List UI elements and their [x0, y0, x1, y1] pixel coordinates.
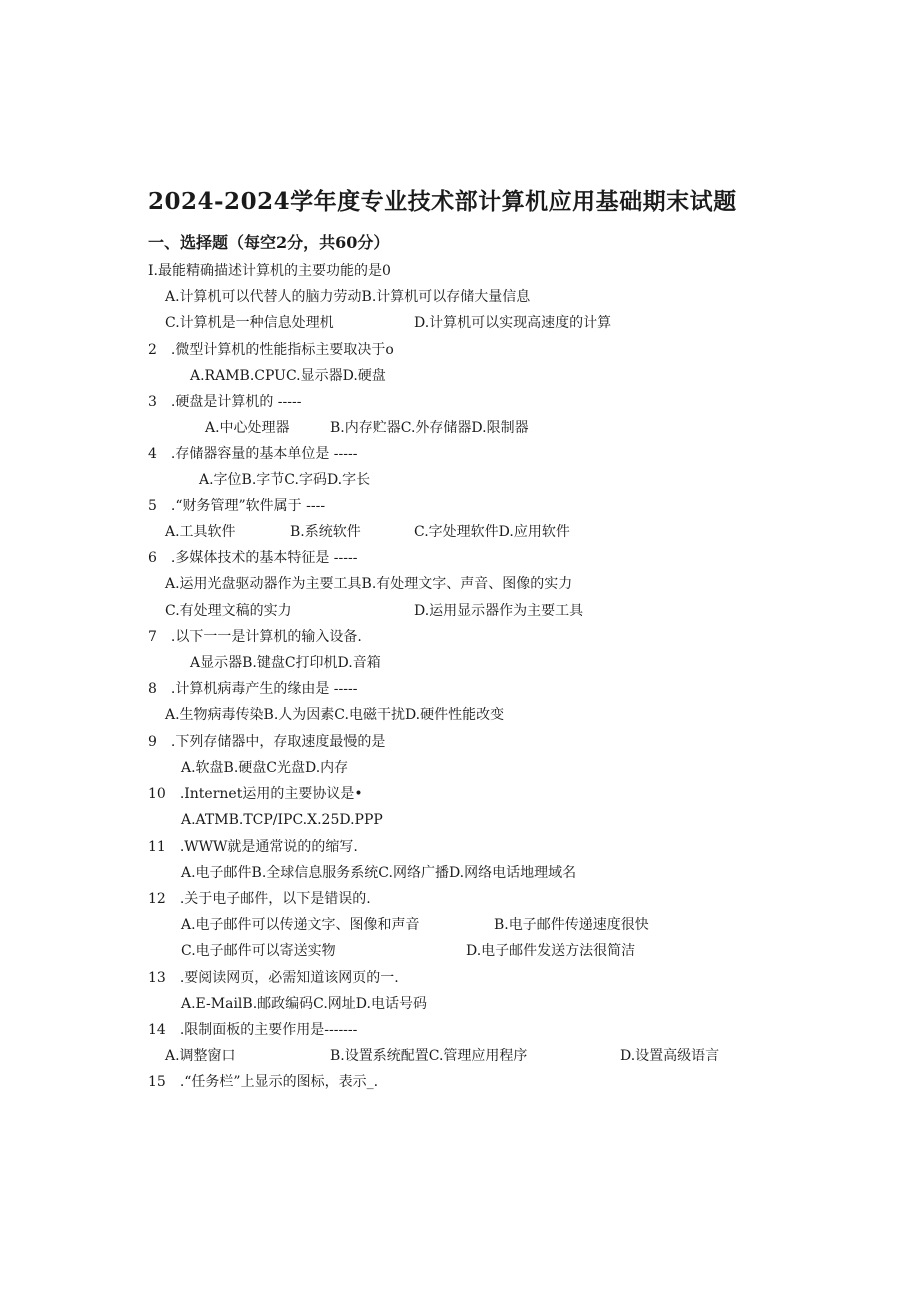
line-text: 11 .WWW就是通常说的的缩写.: [148, 839, 358, 855]
line-text: 10 .Internet运用的主要协议是•: [148, 786, 363, 802]
line-text: 7 .以下一一是计算机的输入设备.: [148, 629, 362, 645]
line-text: A.工具软件: [165, 524, 236, 540]
line-text: 12 .关于电子邮件，以下是错误的.: [148, 891, 371, 907]
line-text: A.E-MailB.邮政编码C.网址D.电话号码: [181, 996, 427, 1012]
line-text: A.ATMB.TCP/IPC.X.25D.PPP: [181, 812, 383, 828]
line-text: 6 .多媒体技术的基本特征是 -----: [148, 550, 358, 566]
line-text: D.运用显示器作为主要工具: [414, 603, 584, 619]
line-text: A.中心处理器: [205, 420, 290, 436]
line-text: A.调整窗口: [165, 1048, 236, 1064]
line-text: 5 .“财务管理”软件属于 ----: [148, 498, 326, 514]
line-text: D.电子邮件发送方法很简洁: [466, 943, 636, 959]
line-text: C.电子邮件可以寄送实物: [181, 943, 336, 959]
line-text: 9 .下列存储器中，存取速度最慢的是: [148, 734, 386, 750]
line-text: A.字位B.字节C.字码D.字长: [199, 472, 371, 488]
line-text: B.系统软件: [290, 524, 361, 540]
line-text: C.计算机是一种信息处理机: [165, 315, 334, 331]
line-text: 13 .要阅读网页，必需知道该网页的一.: [148, 970, 399, 986]
line-text: C.字处理软件D.应用软件: [414, 524, 570, 540]
line-text: 2 .微型计算机的性能指标主要取决于o: [148, 342, 394, 358]
line-text: A显示器B.键盘C打印机D.音箱: [190, 655, 381, 671]
line-text: 14 .限制面板的主要作用是-------: [148, 1022, 358, 1038]
line-text: A.软盘B.硬盘C光盘D.内存: [181, 760, 349, 776]
line-text: A.运用光盘驱动器作为主要工具B.有处理文字、声音、图像的实力: [165, 576, 573, 592]
line-text: B.电子邮件传递速度很快: [494, 917, 649, 933]
line-text: B.设置系统配置C.管理应用程序: [330, 1048, 528, 1064]
line-text: 8 .计算机病毒产生的缘由是 -----: [148, 681, 358, 697]
line-text: A.计算机可以代替人的脑力劳动B.计算机可以存储大量信息: [165, 289, 531, 305]
line-text: C.有处理文稿的实力: [165, 603, 292, 619]
line-text: 4 .存储器容量的基本单位是 -----: [148, 446, 358, 462]
line-text: A.RAMB.CPUC.显示器D.硬盘: [190, 368, 386, 384]
line-text: A.电子邮件可以传递文字、图像和声音: [181, 917, 420, 933]
line-text: D.设置高级语言: [620, 1048, 720, 1064]
line-text: D.计算机可以实现高速度的计算: [414, 315, 612, 331]
line-text: 15 .“任务栏”上显示的图标，表示_.: [148, 1074, 379, 1090]
section-heading: 一、选择题（每空2分，共60分）: [148, 233, 390, 252]
line-text: 3 .硬盘是计算机的 -----: [148, 394, 302, 410]
line-text: A.电子邮件B.全球信息服务系统C.网络广播D.网络电话地理域名: [181, 865, 577, 881]
line-text: A.生物病毒传染B.人为因素C.电磁干扰D.硬件性能改变: [165, 707, 505, 723]
exam-title: 2024-2024学年度专业技术部计算机应用基础期末试题: [148, 188, 737, 215]
line-text: B.内存贮器C.外存储器D.限制器: [330, 420, 529, 436]
line-text: I.最能精确描述计算机的主要功能的是0: [148, 263, 391, 279]
